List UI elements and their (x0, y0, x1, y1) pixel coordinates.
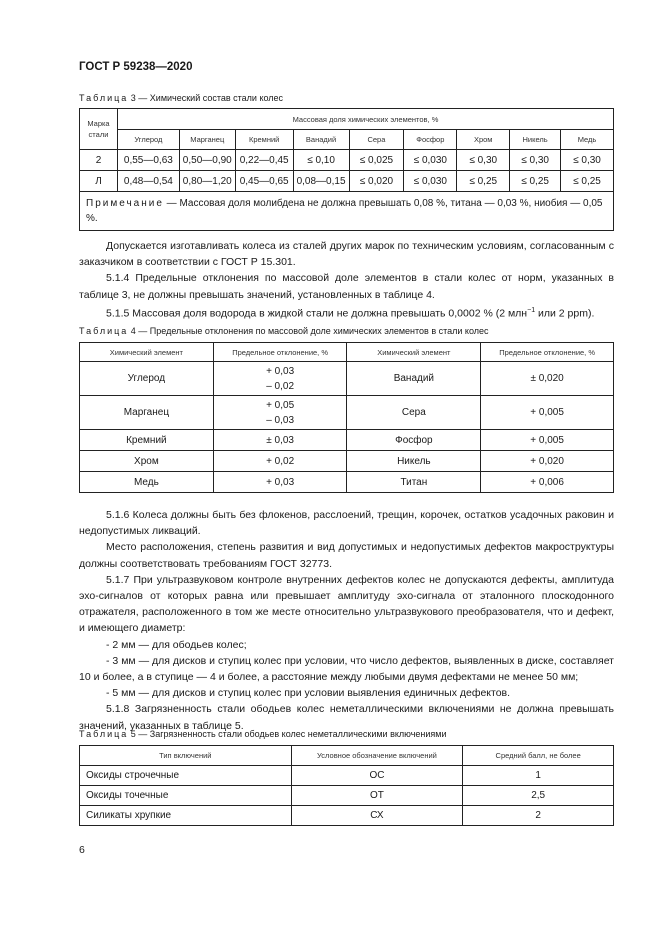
table4-element-cell: Никель (347, 451, 481, 472)
table3-cell: ≤ 0,030 (404, 150, 457, 171)
table5-cell: ОС (291, 766, 463, 786)
table4-deviation-cell: + 0,005 (481, 396, 614, 430)
paragraph: 5.1.8 Загрязненность стали ободьев колес неметаллическими включениями не должна превышать значений, указанных в таблице 5. (79, 703, 614, 732)
table5-cell: Силикаты хрупкие (80, 806, 292, 826)
table3-cell: ≤ 0,30 (457, 150, 510, 171)
table3-grade-cell: Л (80, 171, 118, 192)
table4-deviation-cell: ± 0,020 (481, 362, 614, 396)
table3-cell: 0,80—1,20 (179, 171, 235, 192)
hydrogen-text-end: или 2 ppm). (535, 307, 595, 320)
table3-column-header: Никель (510, 130, 561, 150)
paragraph-block-2 (79, 507, 614, 734)
table-row (80, 806, 614, 826)
table4-element-cell: Кремний (80, 430, 214, 451)
table4-deviation-cell (213, 472, 347, 493)
table5-cell: Оксиды строчечные (80, 766, 292, 786)
table4-deviation-cell (213, 430, 347, 451)
table3-cell: ≤ 0,025 (349, 150, 404, 171)
table3-grade-header (80, 109, 118, 150)
table-row (80, 171, 614, 192)
table3-column-header: Ванадий (293, 130, 349, 150)
table3-column-header: Углерод (117, 130, 179, 150)
deviation-value: + 0,03 (266, 365, 295, 377)
paragraph: 5.1.7 При ультразвуковом контроле внутренних дефектов колес не допускаются дефекты, амплитуда эхо-сигналов от которых равна или превышает амплитуду эхо-сигнала от эталонного плоскодонного отражателя, расположенного в том же месте относительно ультразвукового преобразователя, что и дефект, и имеющего диаметр: (79, 573, 614, 635)
table3-grade-cell: 2 (80, 150, 118, 171)
page-header: ГОСТ Р 59238—2020 (79, 61, 193, 73)
table4-limit-deviations (79, 342, 614, 493)
table3-note-text: — Массовая доля молибдена не должна превышать 0,08 %, титана — 0,03 %, ниобия — 0,05 %. (86, 198, 603, 224)
table4-element-cell: Марганец (80, 396, 214, 430)
table4-element-cell: Углерод (80, 362, 214, 396)
table3-cell: 0,48—0,54 (117, 171, 179, 192)
table5-cell: 2,5 (463, 786, 614, 806)
table3-note (80, 192, 614, 231)
table5-column-header: Условное обозначение включений (291, 746, 463, 766)
table4-element-cell: Фосфор (347, 430, 481, 451)
table5-cell: Оксиды точечные (80, 786, 292, 806)
table3-cell: 0,22—0,45 (235, 150, 293, 171)
table3-cell: 0,50—0,90 (179, 150, 235, 171)
table4-deviation-cell: + 0,020 (481, 451, 614, 472)
deviation-value: + 0,02 (266, 455, 295, 467)
table4-column-header: Предельное отклонение, % (213, 343, 347, 362)
table4-deviation-cell: + 0,005 (481, 430, 614, 451)
table5-caption-word: Таблица (79, 729, 129, 739)
deviation-value: + 0,05 (266, 399, 295, 411)
deviation-value: ± 0,03 (266, 434, 294, 446)
table3-cell: ≤ 0,30 (561, 150, 614, 171)
table3-cell: ≤ 0,25 (510, 171, 561, 192)
table4-caption-word: Таблица (79, 326, 129, 336)
table5-cell: СХ (291, 806, 463, 826)
table3-caption (79, 93, 283, 103)
page-number: 6 (79, 844, 85, 856)
table3-cell: ≤ 0,25 (561, 171, 614, 192)
paragraph: 5.1.6 Колеса должны быть без флокенов, расслоений, трещин, корочек, остатков усадочных раковин и недопустимых ликваций. (79, 509, 614, 538)
paragraph: - 3 мм — для дисков и ступиц колес при условии, что число дефектов, выявленных в диске, составляет 10 и более, а в ступице — 4 и более, а расстояние между любыми двумя дефектами не менее 50 мм; (79, 654, 614, 684)
table4-deviation-cell (213, 396, 347, 430)
table3-cell: ≤ 0,020 (349, 171, 404, 192)
table-row (80, 150, 614, 171)
deviation-value: – 0,02 (266, 380, 295, 392)
paragraph: Допускается изготавливать колеса из сталей других марок по техническим условиям, согласованным с заказчиком в соответствии с ГОСТ Р 15.301. (79, 240, 614, 269)
table5-cell: 1 (463, 766, 614, 786)
table4-column-header: Химический элемент (80, 343, 214, 362)
table3-cell: ≤ 0,30 (510, 150, 561, 171)
paragraph-hydrogen (79, 303, 614, 322)
table3-group-header: Массовая доля химических элементов, % (117, 109, 613, 130)
hydrogen-text: 5.1.5 Массовая доля водорода в жидкой стали не должна превышать 0,0002 % (2 млн (106, 307, 528, 320)
table3-caption-word: Таблица (79, 93, 129, 103)
table5-cell: 2 (463, 806, 614, 826)
table3-column-header: Медь (561, 130, 614, 150)
table3-caption-text: 3 — Химический состав стали колес (128, 93, 284, 103)
table4-element-cell: Медь (80, 472, 214, 493)
table-row (80, 362, 614, 396)
table5-caption (79, 729, 446, 739)
table4-caption (79, 326, 489, 336)
paragraph: - 5 мм — для дисков и ступиц колес при условии выявления единичных дефектов. (106, 687, 511, 700)
table4-caption-text: 4 — Предельные отклонения по массовой доле химических элементов в стали колес (128, 326, 489, 336)
table-row (80, 396, 614, 430)
table5-inclusions (79, 745, 614, 826)
table5-column-header: Средний балл, не более (463, 746, 614, 766)
table3-cell: 0,55—0,63 (117, 150, 179, 171)
deviation-value: – 0,03 (266, 414, 295, 426)
table3-note-word: Примечание (86, 198, 164, 209)
paragraph: - 2 мм — для ободьев колес; (106, 638, 247, 651)
table-row (80, 786, 614, 806)
table3-grade-header-text: Марка стали (87, 119, 110, 139)
table5-cell: ОТ (291, 786, 463, 806)
table3-column-header: Кремний (235, 130, 293, 150)
table3-cell: 0,08—0,15 (293, 171, 349, 192)
table-row (80, 451, 614, 472)
paragraph-block-1 (79, 238, 614, 322)
table3-cell: 0,45—0,65 (235, 171, 293, 192)
table5-column-header: Тип включений (80, 746, 292, 766)
table4-deviation-cell (213, 451, 347, 472)
table-row (80, 430, 614, 451)
table3-cell: ≤ 0,030 (404, 171, 457, 192)
table3-cell: ≤ 0,25 (457, 171, 510, 192)
paragraph: 5.1.4 Предельные отклонения по массовой доле элементов в стали колес от норм, указанных в таблице 3, не должны превышать значений, установленных в таблице 4. (79, 272, 614, 301)
table3-column-header: Сера (349, 130, 404, 150)
table4-column-header: Предельное отклонение, % (481, 343, 614, 362)
table3-column-header: Фосфор (404, 130, 457, 150)
table4-element-cell: Ванадий (347, 362, 481, 396)
hydrogen-superscript: −1 (527, 306, 536, 314)
table4-deviation-cell (213, 362, 347, 396)
paragraph: Место расположения, степень развития и вид допустимых и недопустимых дефектов макроструктуры должны соответствовать требованиям ГОСТ 32773. (79, 541, 614, 570)
table4-element-cell: Титан (347, 472, 481, 493)
table-row (80, 472, 614, 493)
table3-cell: ≤ 0,10 (293, 150, 349, 171)
table4-deviation-cell: + 0,006 (481, 472, 614, 493)
table-row (80, 766, 614, 786)
table4-element-cell: Хром (80, 451, 214, 472)
table4-element-cell: Сера (347, 396, 481, 430)
deviation-value: + 0,03 (266, 476, 295, 488)
table3-column-header: Хром (457, 130, 510, 150)
table5-caption-text: 5 — Загрязненность стали ободьев колес неметаллическими включениями (128, 729, 447, 739)
table3-chemical-composition (79, 108, 614, 231)
table3-column-header: Марганец (179, 130, 235, 150)
table4-column-header: Химический элемент (347, 343, 481, 362)
